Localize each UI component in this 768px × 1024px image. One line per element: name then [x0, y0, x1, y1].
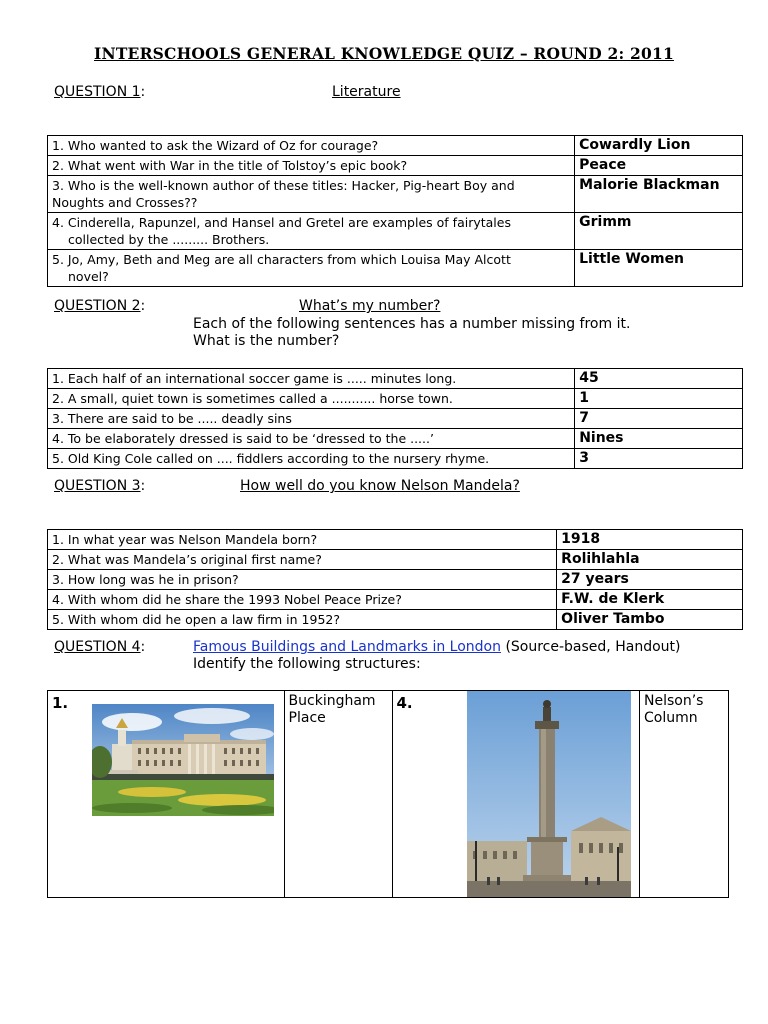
column-illustration [467, 691, 631, 897]
answer-cell: F.W. de Klerk [557, 590, 743, 610]
table-row [48, 136, 743, 156]
question-line: novel? [68, 269, 109, 284]
landmark-answer-cell [284, 691, 392, 898]
question-4-label: QUESTION 4: [54, 639, 146, 655]
question-cell: 3. There are said to be ..... deadly sins [48, 409, 575, 429]
question-line: Noughts and Crosses?? [52, 195, 198, 210]
answer-cell: 1 [575, 389, 743, 409]
question-cell [48, 176, 575, 213]
answer-cell: Cowardly Lion [575, 136, 743, 156]
question-cell: 4. With whom did he share the 1993 Nobel Peace Prize? [48, 590, 557, 610]
question-3-topic: How well do you know Nelson Mandela? [240, 478, 520, 494]
landmarks-link[interactable]: Famous Buildings and Landmarks in London [193, 639, 501, 655]
answer-cell: Nines [575, 429, 743, 449]
answer-cell: 3 [575, 449, 743, 469]
answer-cell: 1918 [557, 530, 743, 550]
question-cell: 2. What went with War in the title of Tolstoy’s epic book? [48, 156, 575, 176]
question-4-instructions: Identify the following structures: [193, 656, 421, 672]
nelsons-column-photo [467, 691, 631, 897]
question-1-label: QUESTION 1: [54, 84, 146, 100]
answer-cell: Oliver Tambo [557, 610, 743, 630]
question-2-label: QUESTION 2: [54, 298, 146, 314]
question-cell: 1. Each half of an international soccer game is ..... minutes long. [48, 369, 575, 389]
answer-cell: Malorie Blackman [575, 176, 743, 213]
item-number: 4. [396, 694, 413, 712]
answer-cell: Little Women [575, 250, 743, 287]
instruction-line: What is the number? [193, 333, 340, 349]
answer-cell: 7 [575, 409, 743, 429]
landmark-answer-cell [640, 691, 729, 898]
answer-cell: 45 [575, 369, 743, 389]
table-row [48, 570, 743, 590]
answer-cell: 27 years [557, 570, 743, 590]
table-row [48, 213, 743, 250]
question-1-table [47, 135, 743, 287]
answer-line: Buckingham [288, 693, 376, 709]
answer-line: Place [288, 710, 326, 726]
table-row [48, 409, 743, 429]
question-cell: 1. In what year was Nelson Mandela born? [48, 530, 557, 550]
table-row [48, 176, 743, 213]
question-line: collected by the ......... Brothers. [68, 232, 270, 247]
table-row [48, 250, 743, 287]
question-3-table [47, 529, 743, 630]
question-4-topic [193, 639, 680, 655]
table-row [48, 389, 743, 409]
question-2-topic: What’s my number? [299, 298, 441, 314]
page-title: INTERSCHOOLS GENERAL KNOWLEDGE QUIZ – ROUND 2: 2011 [94, 44, 674, 63]
buckingham-palace-photo [92, 704, 274, 816]
question-cell: 5. With whom did he open a law firm in 1952? [48, 610, 557, 630]
question-line: 4. Cinderella, Rapunzel, and Hansel and Gretel are examples of fairytales [52, 215, 511, 230]
item-number: 1. [52, 694, 69, 712]
question-cell: 1. Who wanted to ask the Wizard of Oz for courage? [48, 136, 575, 156]
topic-note: (Source-based, Handout) [501, 639, 681, 655]
question-2-instructions [193, 316, 630, 350]
table-row [48, 610, 743, 630]
question-1-topic: Literature [332, 84, 401, 100]
question-cell: 3. How long was he in prison? [48, 570, 557, 590]
answer-cell: Grimm [575, 213, 743, 250]
question-line: 5. Jo, Amy, Beth and Meg are all characters from which Louisa May Alcott [52, 252, 511, 267]
question-cell: 4. To be elaborately dressed is said to be ‘dressed to the .....’ [48, 429, 575, 449]
table-row [48, 449, 743, 469]
question-line: 3. Who is the well-known author of these titles: Hacker, Pig-heart Boy and [52, 178, 515, 193]
answer-line: Nelson’s [644, 693, 704, 709]
table-row [48, 590, 743, 610]
answer-cell: Peace [575, 156, 743, 176]
question-cell: 2. What was Mandela’s original first name? [48, 550, 557, 570]
table-row [48, 550, 743, 570]
question-cell: 2. A small, quiet town is sometimes called a ........... horse town. [48, 389, 575, 409]
table-row [48, 429, 743, 449]
answer-line: Column [644, 710, 698, 726]
question-cell [48, 213, 575, 250]
table-row [48, 156, 743, 176]
table-row [48, 369, 743, 389]
question-2-table [47, 368, 743, 469]
palace-illustration [92, 704, 274, 816]
answer-cell: Rolihlahla [557, 550, 743, 570]
table-row [48, 530, 743, 550]
instruction-line: Each of the following sentences has a number missing from it. [193, 316, 631, 332]
question-3-label: QUESTION 3: [54, 478, 146, 494]
question-cell: 5. Old King Cole called on .... fiddlers according to the nursery rhyme. [48, 449, 575, 469]
question-cell [48, 250, 575, 287]
